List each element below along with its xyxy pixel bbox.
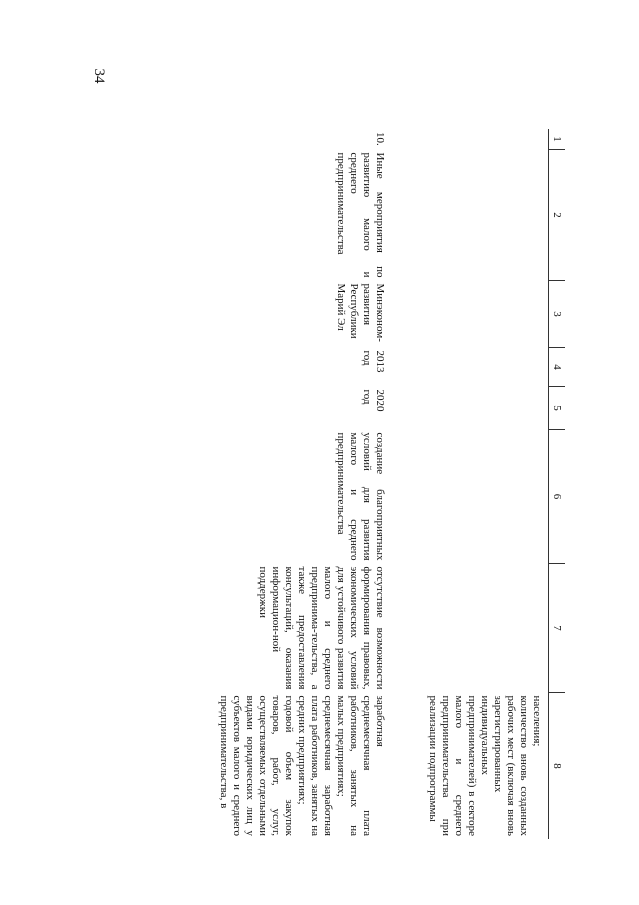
indicator-medium-wage: среднемесячная заработная плата работников, занятых на средних предприятиях; <box>296 695 334 836</box>
start-year: 2013 год <box>361 350 386 373</box>
column-header-5: 5 <box>549 387 566 430</box>
non-implementation-consequences: отсутствие возможности формирования правовых, экономических условий для устойчивого развития малого и среднего предпринима-тельства, а также предоставления консультаций, оказания информацион-ной поддержки <box>257 566 386 690</box>
indicator-small-wage: среднемесячная плата работников, занятых на малых предприятиях; <box>335 695 373 836</box>
executor-name: Минэконом-развития Республики Марий Эл <box>335 283 386 342</box>
continuation-empty-cells <box>391 129 549 693</box>
column-header-1: 1 <box>549 129 566 150</box>
column-header-6: 6 <box>549 430 566 564</box>
program-table-sheet <box>75 72 565 836</box>
indicator-population: населения; <box>531 695 543 747</box>
column-header-3: 3 <box>549 281 566 348</box>
target-indicators-cell <box>217 693 391 840</box>
measure-name: Иные мероприятия по развитию малого и среднего предпринимательства <box>335 152 386 278</box>
column-header-4: 4 <box>549 348 566 387</box>
row-number: 10. <box>374 132 386 146</box>
indicators-continued-cell <box>391 693 549 840</box>
expected-result: создание благоприятных условий для развития малого и среднего предпринимательства <box>335 432 386 561</box>
column-header-8: 8 <box>549 693 566 840</box>
column-header-7: 7 <box>549 564 566 693</box>
indicator-new-jobs: количество вновь созданных рабочих мест (включая вновь зарегистрированных индивидуальных предпринимателей) в секторе малого и среднего предпринимательства при реализации подпрограммы <box>427 695 530 836</box>
column-number-row <box>549 129 566 839</box>
end-year: 2020 год <box>361 389 386 412</box>
indicator-procurement: годовой объем закупок товаров, работ, услуг, осуществляемых отдельными видами юридических лиц у субъектов малого и среднего предпринимательства, в <box>218 695 295 836</box>
continuation-row <box>391 129 549 839</box>
program-table <box>217 129 565 839</box>
table-row <box>217 129 391 839</box>
indicator-small-wage-label: заработная <box>374 695 386 747</box>
page-number: 34 <box>91 68 107 84</box>
column-header-2: 2 <box>549 150 566 281</box>
